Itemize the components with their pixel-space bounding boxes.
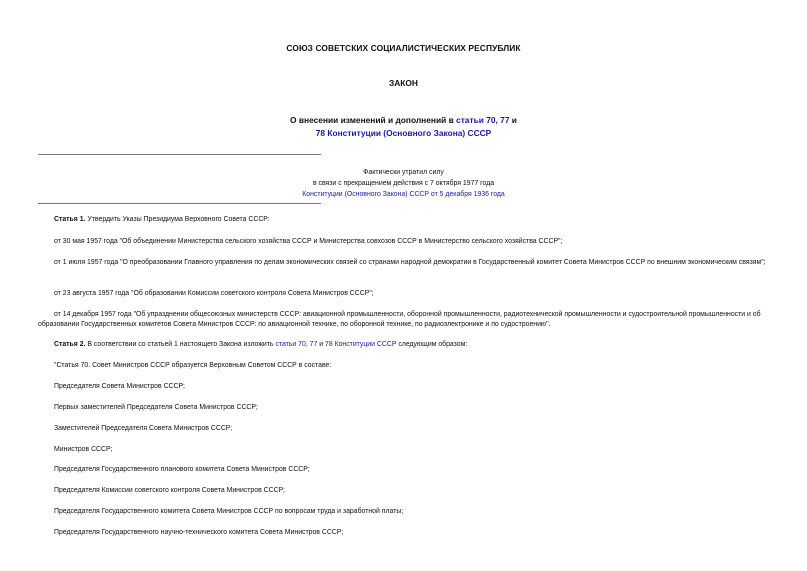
article-2-link-constitution[interactable]: 78 Конституции СССР — [325, 341, 397, 348]
article-1-label: Статья 1. — [54, 216, 86, 223]
article-1-item: от 1 июля 1957 года "О преобразовании Главного управления по делам экономических связей со странами народной демократии в Государственный комитет Совета Министров СССР по внешним экономическим связям"; — [54, 259, 766, 266]
article-2-line: Председателя Государственного комитета Совета Министров СССР по вопросам труда и заработной платы; — [54, 508, 404, 515]
article-2-label: Статья 2. — [54, 341, 86, 348]
article-1-intro — [38, 215, 771, 225]
top-divider — [38, 154, 321, 155]
note-line-1: Фактически утратил силу — [363, 169, 444, 176]
article-2-line: Председателя Государственного планового комитета Совета Министров СССР; — [54, 466, 310, 473]
note-line-2: в связи с прекращением действия с 7 октября 1977 года — [312, 180, 495, 187]
title-suffix: и — [509, 115, 517, 125]
article-1-item: от 30 мая 1957 года "Об объединении Министерства сельского хозяйства СССР и Министерства совхозов СССР в Министерство сельского хозяйства СССР"; — [54, 238, 563, 245]
article-2-line: Заместителей Председателя Совета Министров СССР; — [54, 425, 233, 432]
doc-type-heading: ЗАКОН — [389, 78, 418, 88]
article-2-link-articles[interactable]: статьи 70, 77 — [275, 341, 318, 348]
article-2-line: "Статья 70. Совет Министров СССР образуется Верховным Советом СССР в составе: — [54, 362, 332, 369]
title-link-articles[interactable]: статьи 70, 77 — [456, 115, 510, 125]
article-1-item: от 23 августа 1957 года "Об образовании Комиссии советского контроля Совета Министров СССР"; — [54, 290, 374, 297]
union-heading: СОЮЗ СОВЕТСКИХ СОЦИАЛИСТИЧЕСКИХ РЕСПУБЛИК — [286, 43, 521, 53]
article-2-intro: Статья 2. В соответствии со статьей 1 настоящего Закона изложить статьи 70, 77 и 78 Конституции СССР следующим образом: — [54, 341, 468, 348]
note-link-constitution[interactable]: Конституции (Основного Закона) СССР от 5 декабря 1936 года — [302, 191, 505, 198]
status-note — [0, 167, 807, 200]
article-2-line: Первых заместителей Председателя Совета Министров СССР; — [54, 404, 258, 411]
title-prefix: О внесении изменений и дополнений в — [290, 115, 457, 125]
title-link-constitution[interactable]: 78 Конституции (Основного Закона) СССР — [315, 128, 492, 138]
article-2-line: Председателя Комиссии советского контроля Совета Министров СССР; — [54, 487, 285, 494]
law-title — [100, 114, 707, 140]
article-2-line: Председателя Совета Министров СССР; — [54, 383, 185, 390]
article-1-item: от 14 декабря 1957 года "Об упразднении общесоюзных министерств СССР: авиационной промышленности, оборонной промышленности, радиотехнической промышленности и судостроительной промышленности и об образовании Государственных комитетов Совета Министров СССР: по авиационной технике, по оборонной технике, по радиоэлектронике и по судостроению". — [38, 311, 761, 328]
article-1-text: Утвердить Указы Президиума Верховного Совета СССР: — [85, 216, 270, 223]
article-2-line: Министров СССР; — [54, 446, 113, 453]
bottom-divider — [38, 203, 321, 204]
article-2-line: Председателя Государственного научно-технического комитета Совета Министров СССР; — [54, 529, 344, 536]
